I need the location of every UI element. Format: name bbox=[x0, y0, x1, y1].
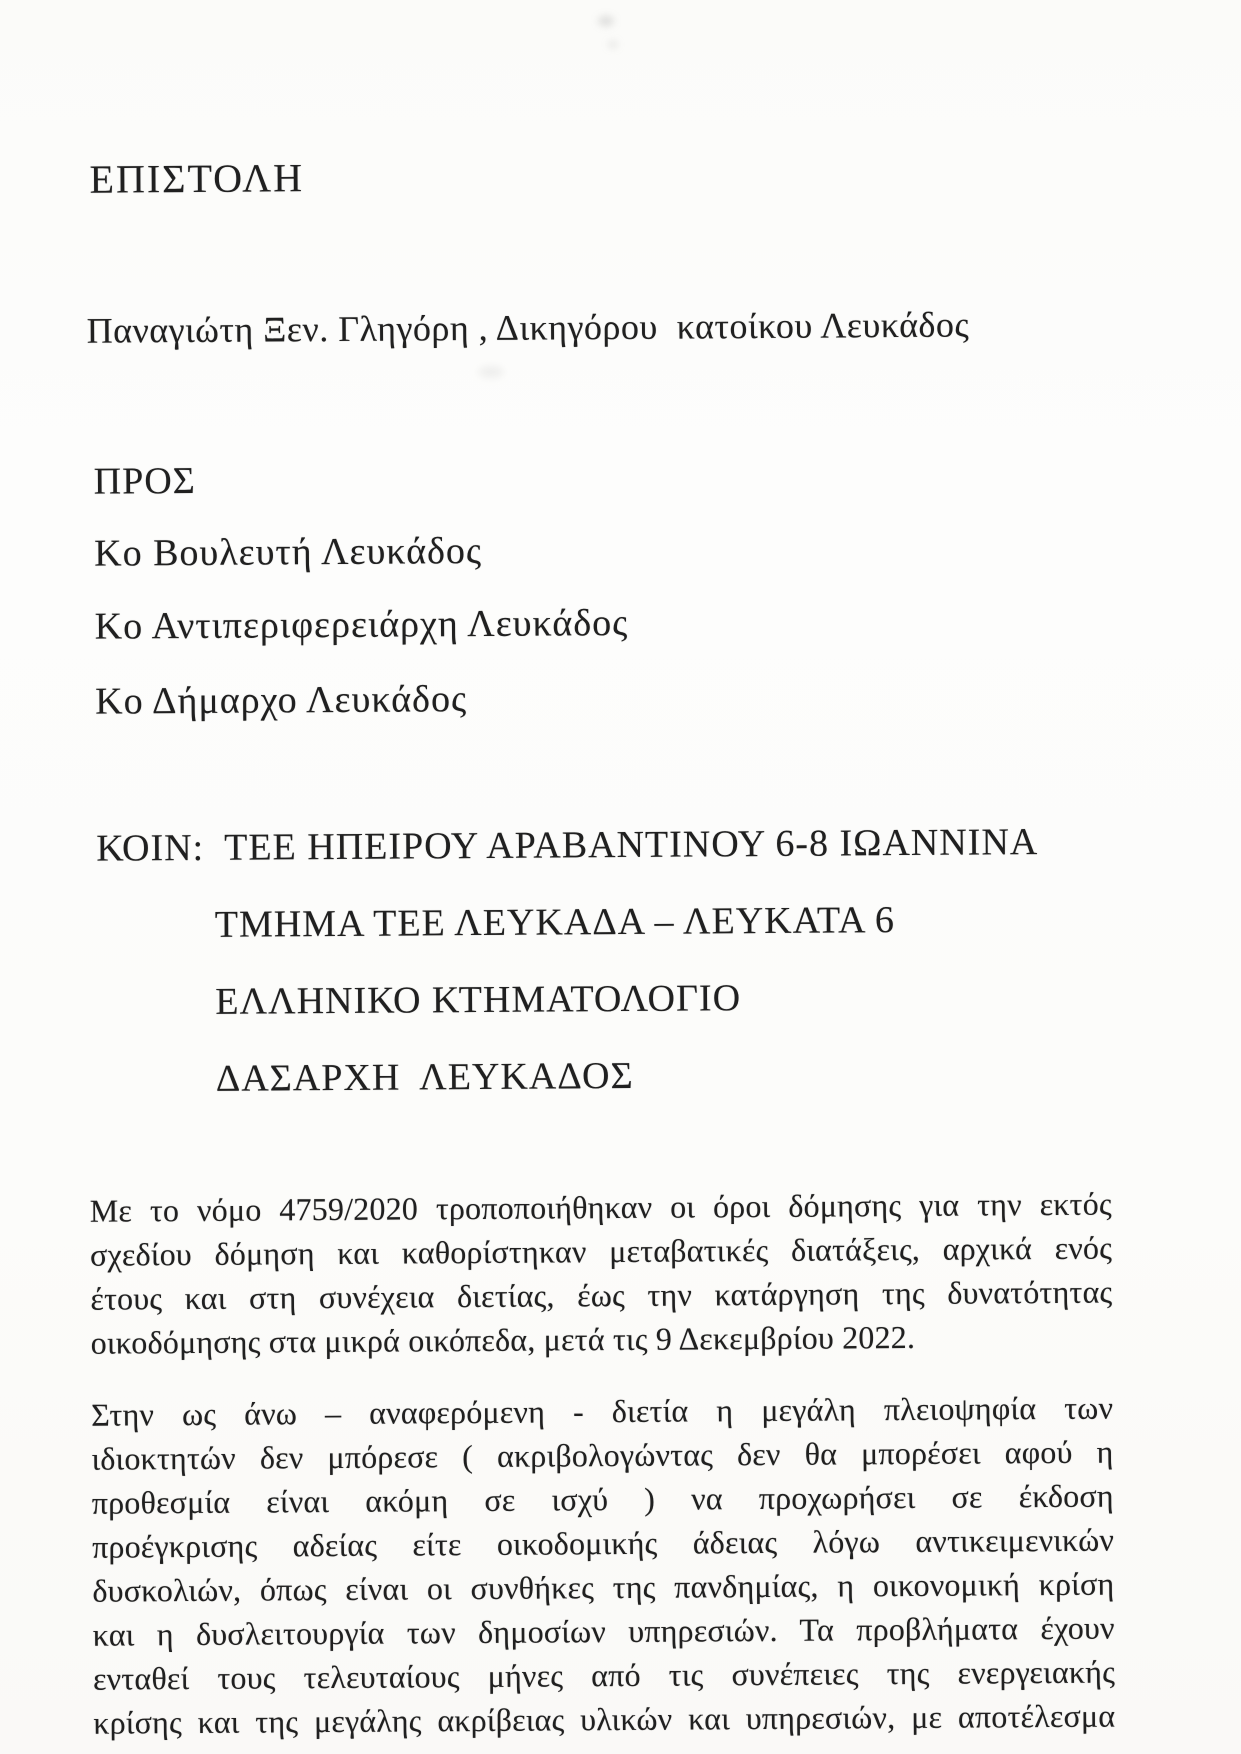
cc-label: ΚΟΙΝ: bbox=[96, 826, 205, 870]
recipient-line: Κο Αντιπεριφερειάρχη Λευκάδος bbox=[94, 601, 629, 648]
letter-title: ΕΠΙΣΤΟΛΗ bbox=[89, 155, 305, 202]
body-line: ιδιοκτητών δεν μπόρεσε ( ακριβολογώντας δεν θα μπορέσει αφού η bbox=[91, 1433, 1114, 1477]
to-label: ΠΡΟΣ bbox=[93, 459, 196, 503]
cc-line: ΤΜΗΜΑ ΤΕΕ ΛΕΥΚΑΔΑ – ΛΕΥΚΑΤΑ 6 bbox=[214, 899, 896, 946]
body-line: Στην ως άνω – αναφερόμενη - διετία η μεγάλη πλειοψηφία των bbox=[91, 1389, 1114, 1433]
body-line: δυσκολιών, όπως είναι οι συνθήκες της πανδημίας, η οικονομική κρίση bbox=[92, 1565, 1115, 1609]
body-paragraph bbox=[91, 1386, 1115, 1745]
cc-line: ΔΑΣΑΡΧΗ ΛΕΥΚΑΔΟΣ bbox=[215, 1054, 634, 1100]
body-line: Με το νόμο 4759/2020 τροποποιήθηκαν οι όροι δόμησης για την εκτός bbox=[89, 1185, 1112, 1229]
body-line: κρίσης και της μεγάλης ακρίβειας υλικών και υπηρεσιών, με αποτέλεσμα bbox=[93, 1697, 1116, 1741]
body-line: προθεσμία είναι ακόμη σε ισχύ ) να προχωρήσει σε έκδοση bbox=[91, 1477, 1114, 1521]
recipient-line: Κο Δήμαρχο Λευκάδος bbox=[95, 678, 468, 723]
cc-line bbox=[96, 821, 1038, 871]
body-line: σχεδίου δόμηση και καθορίστηκαν μεταβατικές διατάξεις, αρχικά ενός bbox=[89, 1229, 1113, 1273]
body-line: έτους και στη συνέχεια διετίας, έως την κατάργηση της δυνατότητας bbox=[90, 1273, 1113, 1317]
body-line: ενταθεί τους τελευταίους μήνες από τις συνέπειες της ενεργειακής bbox=[92, 1653, 1116, 1697]
cc-line-text: ΤΕΕ ΗΠΕΙΡΟΥ ΑΡΑΒΑΝΤΙΝΟΥ 6-8 ΙΩΑΝΝΙΝΑ bbox=[224, 821, 1039, 869]
sender-line: Παναγιώτη Ξεν. Γληγόρη , Δικηγόρου κατοίκου Λευκάδος bbox=[86, 304, 970, 351]
body-paragraph bbox=[90, 1182, 1113, 1365]
body-line: προέγκρισης αδείας είτε οικοδομικής άδειας λόγω αντικειμενικών bbox=[91, 1521, 1115, 1565]
body-line: οικοδόμησης στα μικρά οικόπεδα, μετά τις 9 Δεκεμβρίου 2022. bbox=[90, 1318, 916, 1361]
recipient-line: Κο Βουλευτή Λευκάδος bbox=[94, 529, 483, 575]
cc-line: ΕΛΛΗΝΙΚΟ ΚΤΗΜΑΤΟΛΟΓΙΟ bbox=[215, 977, 742, 1023]
body-line: και η δυσλειτουργία των δημοσίων υπηρεσιών. Τα προβλήματα έχουν bbox=[92, 1609, 1115, 1653]
